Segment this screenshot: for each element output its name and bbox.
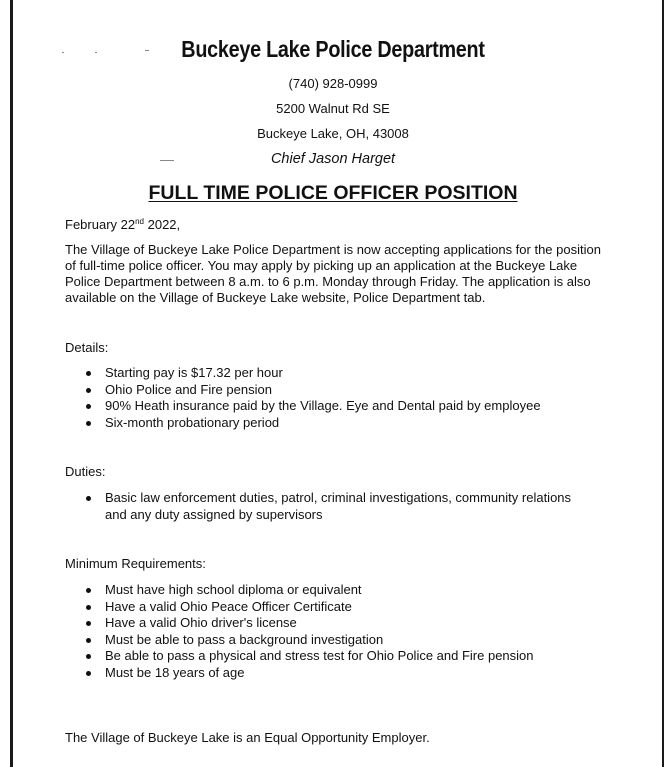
chief-name: Chief Jason Harget <box>270 151 396 167</box>
details-heading: Details: <box>65 340 109 355</box>
department-name: Buckeye Lake Police Department <box>181 36 485 62</box>
date-suffix: nd <box>135 217 144 226</box>
bullet-icon <box>86 588 91 593</box>
intro-paragraph: The Village of Buckeye Lake Police Department is now accepting applications for the position of full-time police officer. You may apply by picking up an application at the Buckeye Lake Police Department between 8 a.m. to 6 p.m. Monday through Friday. The application is also available on the Village of Buckeye Lake website, Police Department tab. <box>65 242 601 305</box>
bullet-icon <box>86 404 91 409</box>
list-item: Ohio Police and Fire pension <box>84 382 604 399</box>
details-list <box>84 365 604 431</box>
list-item: Have a valid Ohio Peace Officer Certificate <box>84 599 604 616</box>
list-item: Must have high school diploma or equivalent <box>84 582 604 599</box>
date-month-day: February 22 <box>65 217 136 232</box>
bullet-icon <box>86 605 91 610</box>
requirements-list <box>84 582 604 682</box>
list-item: Must be able to pass a background investigation <box>84 632 604 649</box>
bullet-icon <box>86 388 91 393</box>
list-item: Basic law enforcement duties, patrol, criminal investigations, community relations and any duty assigned by supervisors <box>84 490 589 523</box>
bullet-icon <box>86 654 91 659</box>
department-city: Buckeye Lake, OH, 43008 <box>257 126 409 141</box>
list-item: Have a valid Ohio driver's license <box>84 615 604 632</box>
bullet-icon <box>86 638 91 643</box>
department-phone: (740) 928-0999 <box>288 76 378 91</box>
eeo-statement: The Village of Buckeye Lake is an Equal Opportunity Employer. <box>65 730 430 745</box>
duties-list <box>84 490 589 523</box>
department-street: 5200 Walnut Rd SE <box>276 101 390 116</box>
bullet-icon <box>86 621 91 626</box>
position-title: FULL TIME POLICE OFFICER POSITION <box>148 182 518 204</box>
requirements-heading: Minimum Requirements: <box>65 556 206 571</box>
bullet-icon <box>86 496 91 501</box>
posting-date <box>65 217 610 233</box>
list-item: Six-month probationary period <box>84 415 604 432</box>
list-item: Must be 18 years of age <box>84 665 604 682</box>
bullet-icon <box>86 421 91 426</box>
list-item: Be able to pass a physical and stress test for Ohio Police and Fire pension <box>84 648 604 665</box>
list-item: Starting pay is $17.32 per hour <box>84 365 604 382</box>
date-year: 2022, <box>144 217 181 232</box>
bullet-icon <box>86 371 91 376</box>
duties-heading: Duties: <box>65 464 106 479</box>
list-item: 90% Heath insurance paid by the Village. Eye and Dental paid by employee <box>84 398 604 415</box>
bullet-icon <box>86 671 91 676</box>
